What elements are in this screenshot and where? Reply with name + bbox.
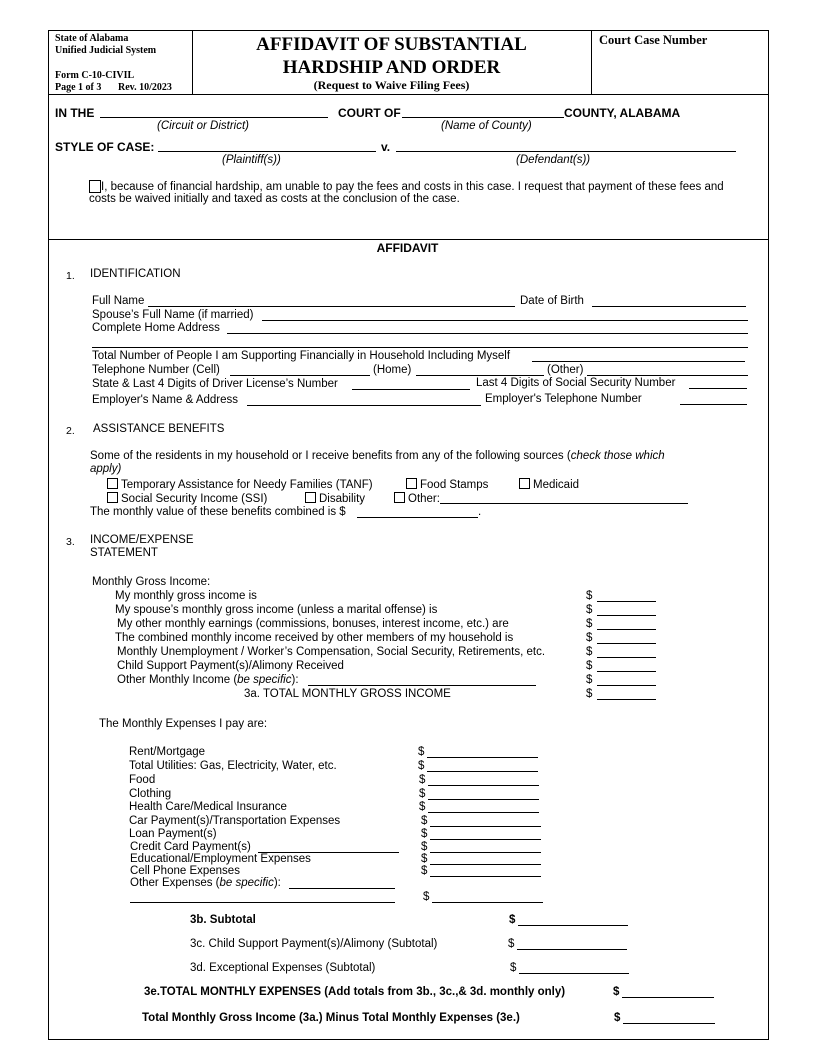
affidavit-title: AFFIDAVIT [376, 241, 439, 255]
expense-item: Loan Payment(s) [129, 828, 217, 840]
subtotal-3c-label: 3c. Child Support Payment(s)/Alimony (Subtotal) [190, 938, 438, 950]
county-alabama-label: COUNTY, ALABAMA [564, 106, 681, 120]
full-name-label: Full Name [92, 295, 145, 307]
county-field[interactable] [402, 106, 564, 118]
income-amount-field[interactable] [597, 632, 656, 644]
home-phone-label: (Home) [373, 364, 412, 376]
expense-amount-field[interactable] [430, 841, 541, 853]
section-3-title-2: STATEMENT [90, 547, 158, 559]
form-title-1: AFFIDAVIT OF SUBSTANTIAL [256, 34, 527, 55]
other-income-description[interactable] [308, 674, 536, 686]
gross-income-heading: Monthly Gross Income: [92, 576, 211, 588]
subtotal-3b-label: 3b. Subtotal [190, 914, 256, 926]
dollar-sign: $ [509, 914, 516, 926]
other-benefit-field[interactable] [440, 492, 688, 504]
system-label: Unified Judicial System [55, 45, 157, 56]
employer-label: Employer's Name & Address [92, 394, 239, 406]
net-total-field[interactable] [623, 1012, 715, 1024]
other-benefit-option[interactable] [394, 492, 440, 505]
dollar-sign: $ [586, 674, 593, 686]
section-2-number: 2. [66, 425, 75, 437]
expense-amount-field[interactable] [430, 828, 541, 840]
spouse-field[interactable] [262, 309, 748, 321]
disability-checkbox[interactable] [305, 492, 316, 503]
income-amount-field[interactable] [597, 590, 656, 602]
license-field[interactable] [352, 378, 470, 390]
other-phone-field[interactable] [587, 364, 748, 376]
case-number-label: Court Case Number [599, 33, 708, 47]
income-amount-field[interactable] [597, 674, 656, 686]
dollar-sign: $ [421, 815, 428, 827]
home-phone-field[interactable] [416, 364, 544, 376]
food-stamps-option[interactable] [406, 478, 488, 491]
monthly-value-label: The monthly value of these benefits combined is $ [90, 506, 346, 518]
subtotal-3d-label: 3d. Exceptional Expenses (Subtotal) [190, 962, 376, 974]
page-number: Page 1 of 3 [55, 82, 102, 93]
disability-label: Disability [319, 493, 366, 505]
subtotal-3b-field[interactable] [518, 914, 628, 926]
expense-item: Clothing [129, 788, 172, 800]
dollar-sign: $ [508, 938, 515, 950]
full-name-field[interactable] [148, 295, 515, 307]
style-of-case-label: STYLE OF CASE: [55, 140, 155, 154]
income-amount-field[interactable] [597, 618, 656, 630]
ssi-option[interactable] [107, 492, 267, 505]
section-1-title: IDENTIFICATION [90, 268, 181, 280]
employer-phone-label: Employer's Telephone Number [485, 393, 642, 405]
address-field-line-2[interactable] [92, 336, 748, 348]
county-hint: (Name of County) [441, 120, 532, 132]
income-amount-field[interactable] [597, 604, 656, 616]
food-stamps-checkbox[interactable] [406, 478, 417, 489]
dollar-sign: $ [586, 618, 593, 630]
other-income-tail: ): [291, 674, 299, 686]
revision: Rev. 10/2023 [118, 82, 172, 93]
dollar-sign: $ [586, 660, 593, 672]
expense-item: Car Payment(s)/Transportation Expenses [129, 815, 341, 827]
defendant-hint: (Defendant(s)) [516, 154, 591, 166]
medicaid-checkbox[interactable] [519, 478, 530, 489]
dollar-sign: $ [419, 788, 426, 800]
in-the-label: IN THE [55, 106, 95, 120]
ssn-label: Last 4 Digits of Social Security Number [476, 377, 676, 389]
expense-item: Rent/Mortgage [129, 746, 206, 758]
expense-amount-field[interactable] [427, 760, 538, 772]
dollar-sign: $ [613, 986, 620, 998]
income-item: My other monthly earnings (commissions, bonuses, interest income, etc.) are [117, 618, 509, 630]
other-benefit-label: Other: [408, 493, 440, 505]
supporting-label: Total Number of People I am Supporting Financially in Household Including Myself [92, 350, 511, 362]
other-expenses-tail: ): [273, 877, 281, 889]
header-right-divider [591, 30, 592, 94]
versus-label: v. [381, 140, 391, 154]
affidavit-divider [48, 239, 768, 240]
income-amount-field[interactable] [597, 646, 656, 658]
section-3-title-1: INCOME/EXPENSE [90, 534, 194, 546]
license-label: State & Last 4 Digits of Driver License’s Number [92, 378, 338, 390]
address-label: Complete Home Address [92, 322, 220, 334]
expense-item: Food [129, 774, 156, 786]
plaintiff-field[interactable] [158, 140, 376, 152]
dob-label: Date of Birth [520, 295, 584, 307]
income-item: My spouse’s monthly gross income (unless a marital offense) is [115, 604, 438, 616]
expense-amount-field[interactable] [427, 746, 538, 758]
spouse-label: Spouse’s Full Name (if married) [92, 309, 254, 321]
credit-card-description[interactable] [258, 841, 399, 853]
income-item: Monthly Unemployment / Worker’s Compensation, Social Security, Retirements, etc. [117, 646, 546, 658]
expense-amount-field[interactable] [428, 774, 539, 786]
expense-item: Educational/Employment Expenses [130, 853, 311, 865]
other-expenses-description-2[interactable] [130, 891, 395, 903]
other-expenses-specific: be specific [219, 877, 274, 889]
dollar-sign: $ [421, 828, 428, 840]
header-divider [48, 94, 768, 95]
expense-amount-field[interactable] [428, 788, 539, 800]
expense-item: Credit Card Payment(s) [130, 841, 251, 853]
benefits-intro [90, 450, 665, 462]
dollar-sign: $ [586, 688, 593, 700]
dollar-sign: $ [510, 962, 517, 974]
expense-amount-field[interactable] [428, 801, 539, 813]
total-gross-field[interactable] [597, 688, 656, 700]
monthly-value-period: . [478, 506, 482, 518]
other-benefit-checkbox[interactable] [394, 492, 405, 503]
expenses-heading: The Monthly Expenses I pay are: [99, 718, 268, 730]
expense-item: Health Care/Medical Insurance [129, 801, 287, 813]
other-phone-label: (Other) [547, 364, 584, 376]
expense-amount-field[interactable] [430, 815, 541, 827]
income-item: My monthly gross income is [115, 590, 257, 602]
income-item: The combined monthly income received by other members of my household is [115, 632, 514, 644]
subtotal-3c-field[interactable] [517, 938, 627, 950]
tanf-label: Temporary Assistance for Needy Families (TANF) [121, 479, 373, 491]
ssi-checkbox[interactable] [107, 492, 118, 503]
tanf-option[interactable] [107, 478, 373, 491]
dob-field[interactable] [592, 295, 746, 307]
other-expenses-text: Other Expenses ( [130, 877, 220, 889]
hardship-checkbox[interactable] [89, 180, 101, 193]
total-gross-label: 3a. TOTAL MONTHLY GROSS INCOME [244, 688, 451, 700]
ssi-label: Social Security Income (SSI) [121, 493, 268, 505]
supporting-field[interactable] [532, 350, 745, 362]
form-subtitle: (Request to Waive Filing Fees) [313, 78, 470, 92]
dollar-sign: $ [419, 774, 426, 786]
monthly-value-field[interactable] [357, 506, 478, 518]
expense-amount-field[interactable] [430, 853, 541, 865]
dollar-sign: $ [586, 646, 593, 658]
medicaid-option[interactable] [519, 478, 579, 491]
income-amount-field[interactable] [597, 660, 656, 672]
total-3e-label: 3e.TOTAL MONTHLY EXPENSES (Add totals from 3b., 3c.,& 3d. monthly only) [144, 986, 566, 998]
defendant-field[interactable] [396, 140, 736, 152]
plaintiff-hint: (Plaintiff(s)) [222, 154, 281, 166]
hardship-request-line-1: I, because of financial hardship, am unable to pay the fees and costs in this case. I request that payment of these fees and [101, 181, 724, 193]
benefits-intro-text: Some of the residents in my household or I receive benefits from any of the following sources ( [90, 450, 571, 462]
employer-field[interactable] [247, 394, 481, 406]
ssn-field[interactable] [689, 377, 747, 389]
hardship-request-line-2: costs be waived initially and taxed as costs at the conclusion of the case. [89, 193, 460, 205]
total-3e-field[interactable] [622, 986, 714, 998]
dollar-sign: $ [421, 841, 428, 853]
dollar-sign: $ [418, 746, 425, 758]
circuit-field[interactable] [100, 106, 328, 118]
other-income-specific: be specific [237, 674, 292, 686]
dollar-sign: $ [586, 590, 593, 602]
circuit-hint: (Circuit or District) [157, 120, 249, 132]
benefits-check-text: check those which [570, 450, 665, 462]
state-label: State of Alabama [55, 33, 129, 44]
income-item: Child Support Payment(s)/Alimony Received [117, 660, 344, 672]
dollar-sign: $ [586, 632, 593, 644]
other-expenses-label [130, 877, 281, 889]
form-number: Form C-10-CIVIL [55, 70, 135, 81]
other-expenses-description[interactable] [289, 877, 395, 889]
disability-option[interactable] [305, 492, 365, 505]
cell-phone-label: Telephone Number (Cell) [92, 364, 220, 376]
dollar-sign: $ [419, 801, 426, 813]
dollar-sign: $ [421, 853, 428, 865]
court-of-label: COURT OF [338, 106, 401, 120]
dollar-sign: $ [586, 604, 593, 616]
other-income-text: Other Monthly Income ( [117, 674, 238, 686]
expense-amount-field[interactable] [432, 891, 543, 903]
form-title-2: HARDSHIP AND ORDER [282, 57, 501, 78]
subtotal-3d-field[interactable] [519, 962, 629, 974]
food-stamps-label: Food Stamps [420, 479, 489, 491]
other-income-label [117, 674, 299, 686]
section-2-title: ASSISTANCE BENEFITS [93, 423, 225, 435]
benefits-apply: apply) [90, 463, 122, 475]
expense-item: Cell Phone Expenses [130, 865, 240, 877]
dollar-sign: $ [614, 1012, 621, 1024]
dollar-sign: $ [418, 760, 425, 772]
employer-phone-field[interactable] [680, 393, 747, 405]
expense-item: Total Utilities: Gas, Electricity, Water, etc. [129, 760, 337, 772]
section-3-number: 3. [66, 536, 75, 548]
dollar-sign: $ [421, 865, 428, 877]
tanf-checkbox[interactable] [107, 478, 118, 489]
dollar-sign: $ [423, 891, 430, 903]
address-field[interactable] [227, 322, 748, 334]
medicaid-label: Medicaid [533, 479, 580, 491]
cell-phone-field[interactable] [230, 364, 370, 376]
net-total-label: Total Monthly Gross Income (3a.) Minus Total Monthly Expenses (3e.) [142, 1012, 520, 1024]
expense-amount-field[interactable] [430, 865, 541, 877]
section-1-number: 1. [66, 270, 75, 282]
